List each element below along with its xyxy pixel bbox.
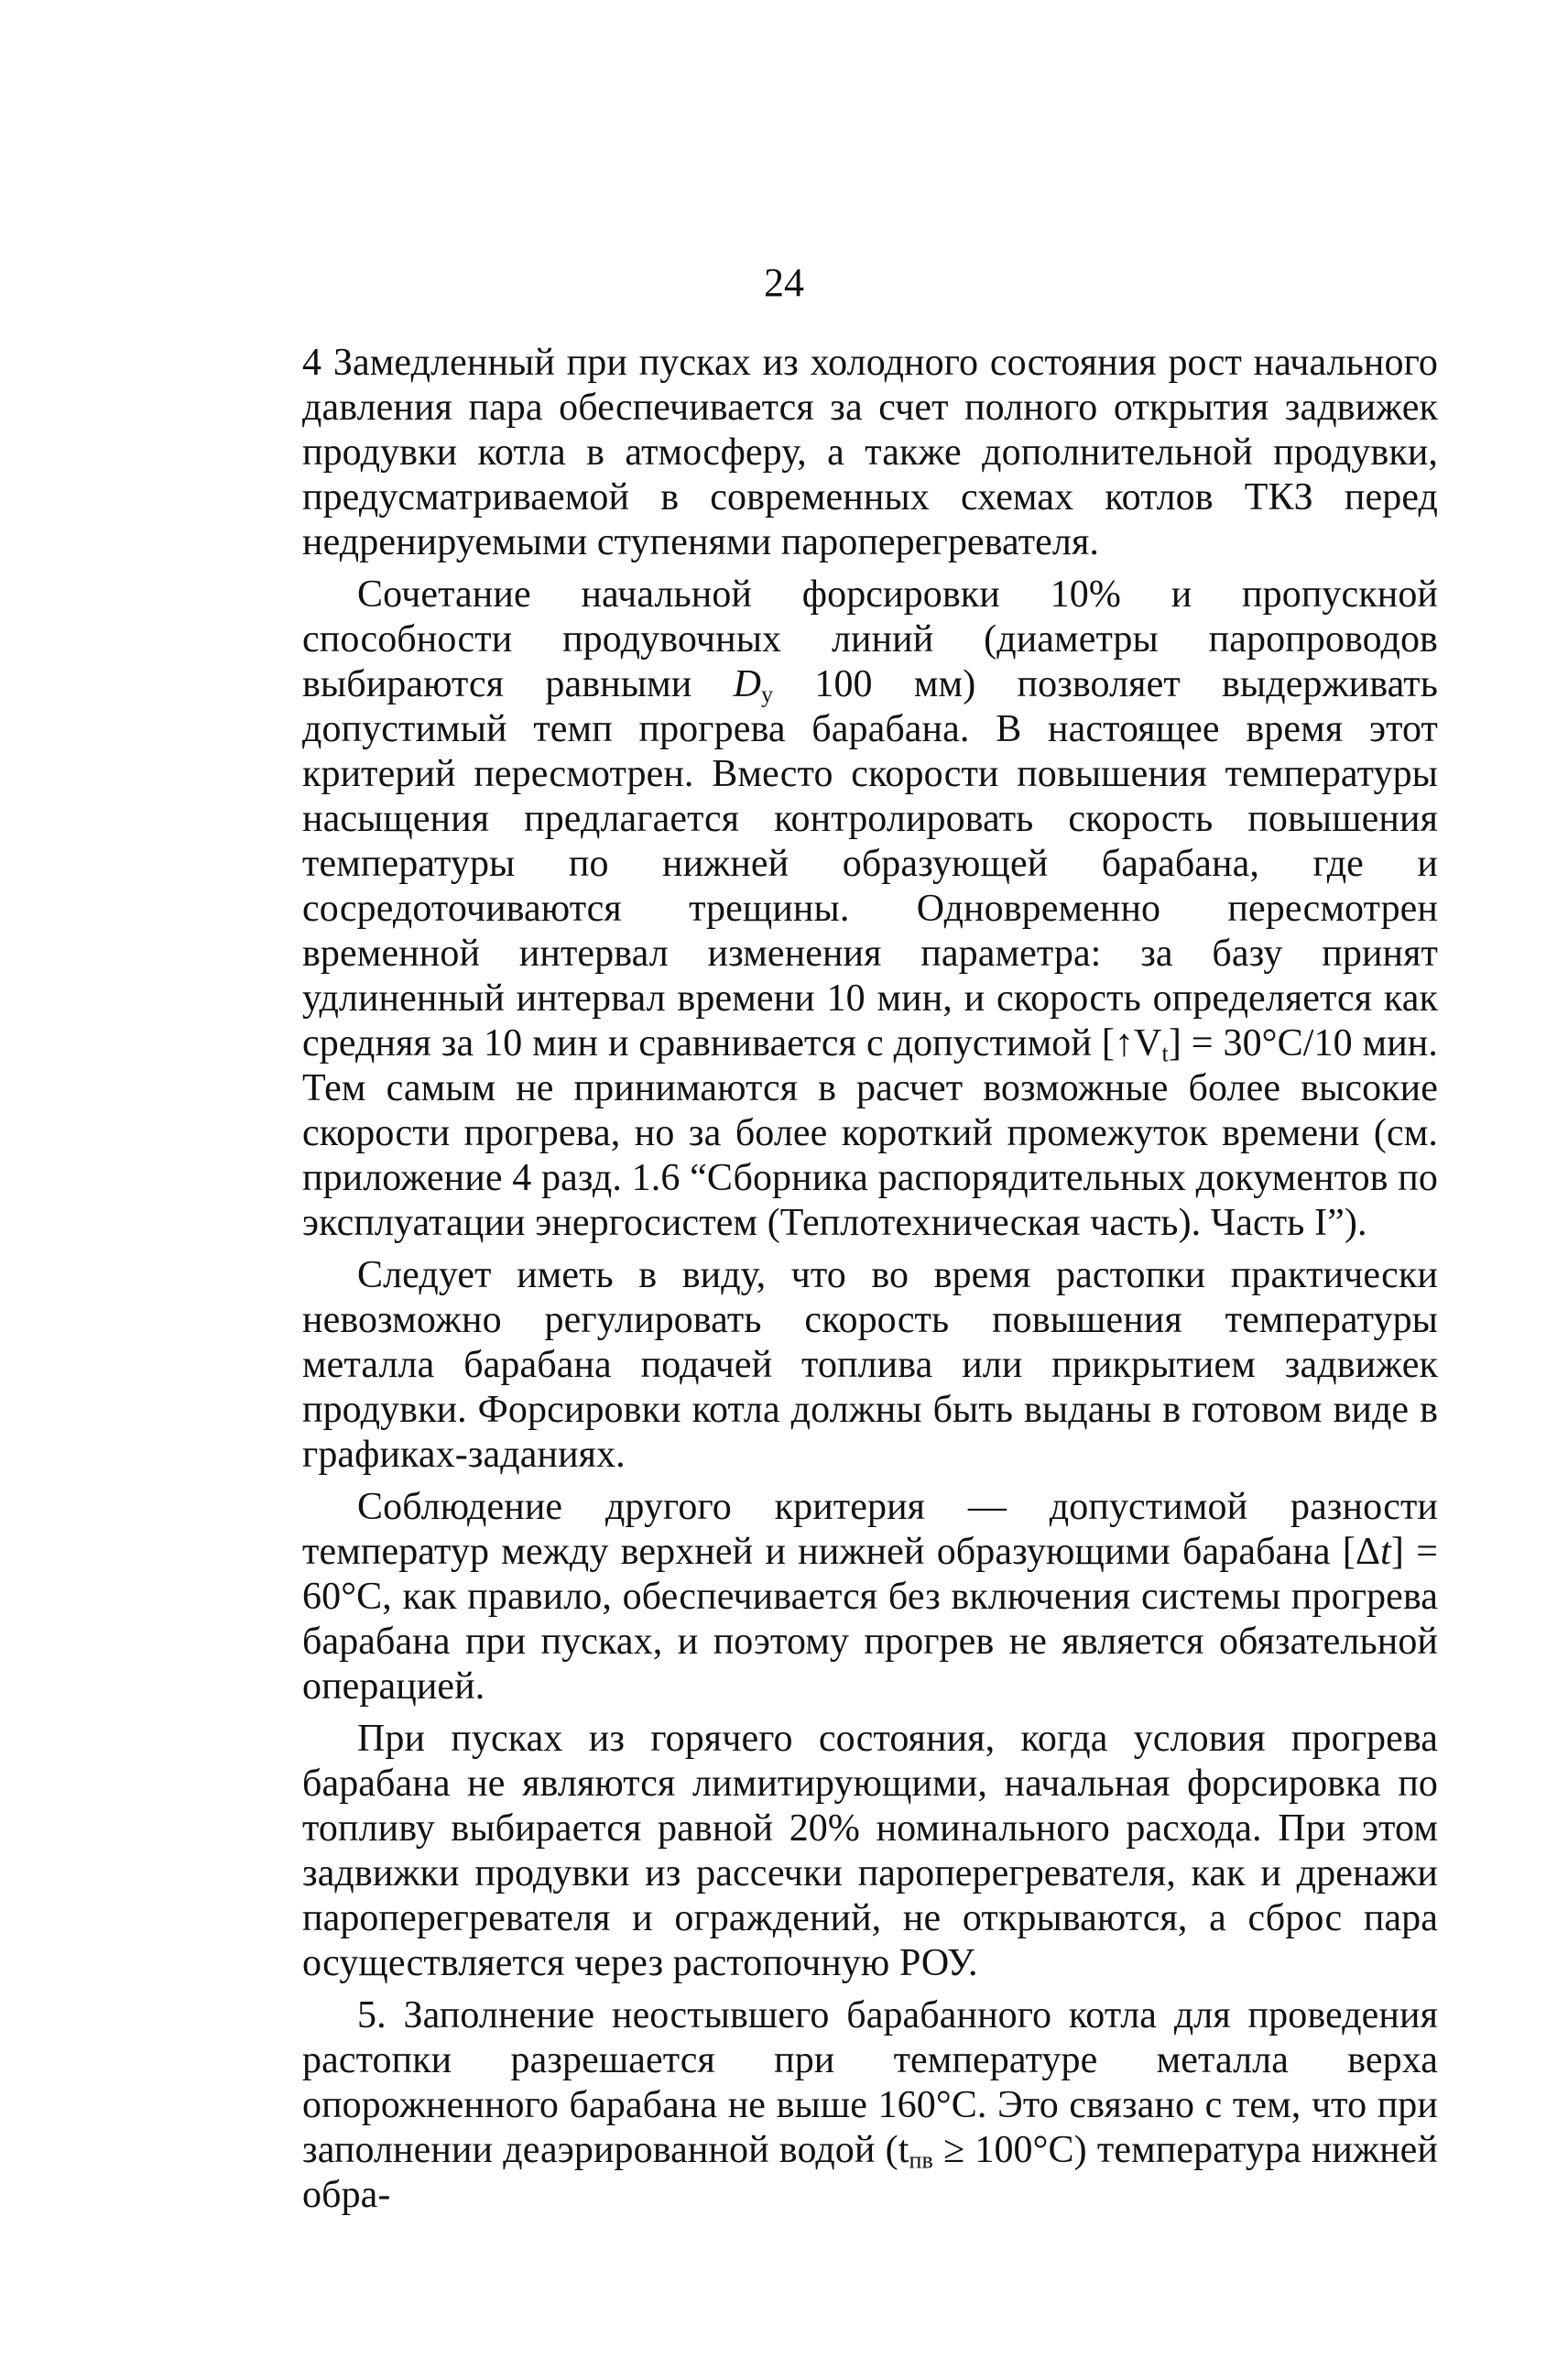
document-body xyxy=(302,341,1438,2225)
paragraph-5-text: При пусках из горячего состояния, когда условия прогрева барабана не являются лимитирующими, начальная форсировка по топливу выбирается равной 20% номинального расхода. При этом задвижки продувки из рассечки пароперегревателя, как и дренажи пароперегревателя и ограждений, не открываются, а сброс пара осуществляется через растопочную РОУ. xyxy=(302,1718,1438,1984)
feedwater-subscript: пв xyxy=(909,2146,933,2174)
delta-t-symbol: t xyxy=(1380,1531,1391,1573)
paragraph-1 xyxy=(302,341,1438,565)
paragraph-1-text: 4 Замедленный при пусках из холодного состояния рост начального давления пара обеспечивается за счет полного открытия задвижек продувки котла в атмосферу, а также дополнительной продувки, предусматриваемой в современных схемах котлов ТКЗ перед недренируемыми ступенями пароперегревателя. xyxy=(302,342,1438,563)
paragraph-6-part-2: ≥ 100°С) температура нижней обра- xyxy=(302,2129,1438,2216)
paragraph-3-text: Следует иметь в виду, что во время растопки практически невозможно регулировать скорость повышения температуры металла барабана подачей топлива или прикрытием задвижек продувки. Форсировки котла должны быть выданы в готовом виде в графиках-заданиях. xyxy=(302,1254,1438,1476)
paragraph-2-part-3: ] = 30°С/10 мин. Тем самым не принимаются в расчет возможные более высокие скорости прогрева, но за более короткий промежуток времени (см. приложение 4 разд. 1.6 “Сборника распорядительных документов по эксплуатации энергосистем (Теплотехническая часть). Часть I”). xyxy=(302,1022,1438,1244)
diameter-subscript: y xyxy=(761,681,774,708)
velocity-subscript: t xyxy=(1161,1040,1169,1067)
page-number: 24 xyxy=(764,260,804,305)
paragraph-2-part-2: 100 мм) позволяет выдерживать допустимый темп прогрева барабана. В настоящее время этот критерий пересмотрен. Вместо скорости повышения температуры насыщения предлагается контролировать скорость повышения температуры по нижней образующей барабана, где и сосредоточиваются трещины. Одновременно пересмотрен временной интервал изменения параметра: за базу принят удлиненный интервал времени 10 мин, и скорость определяется как средняя за 10 мин и сравнивается с допустимой [↑V xyxy=(302,663,1438,1064)
paragraph-6-part-1: 5. Заполнение неостывшего барабанного котла для проведения растопки разрешается при температуре металла верха опорожненного барабана не выше 160°С. Это связано с тем, что при заполнении деаэрированной водой (t xyxy=(302,1994,1438,2171)
paragraph-4 xyxy=(302,1485,1438,1709)
paragraph-6 xyxy=(302,1993,1438,2218)
paragraph-3 xyxy=(302,1253,1438,1478)
paragraph-2 xyxy=(302,573,1438,1246)
paragraph-2-part-1: Сочетание начальной форсировки 10% и пропускной способности продувочных линий (диаметры паропроводов выбираются равными xyxy=(302,573,1438,705)
paragraph-5 xyxy=(302,1717,1438,1986)
paragraph-4-part-1: Соблюдение другого критерия — допустимой разности температур между верхней и нижней образующими барабана [Δ xyxy=(302,1486,1438,1573)
diameter-symbol: D xyxy=(733,663,761,705)
paragraph-4-part-2: ] = 60°С, как правило, обеспечивается без включения системы прогрева барабана при пусках, и поэтому прогрев не является обязательной операцией. xyxy=(302,1531,1438,1708)
